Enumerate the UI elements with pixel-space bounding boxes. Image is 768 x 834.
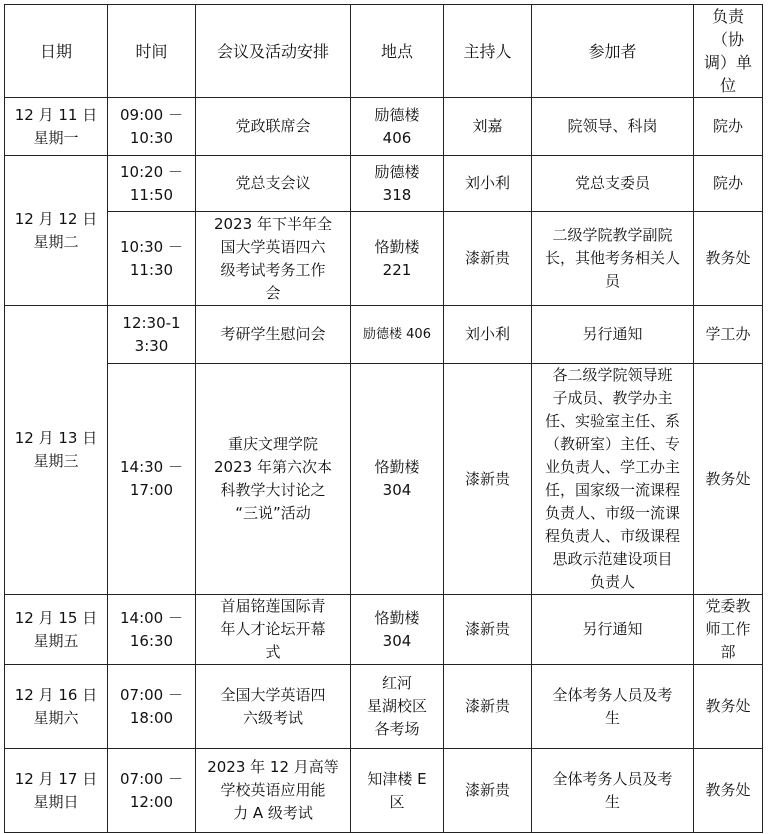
- host-cell: 漆新贵: [444, 364, 532, 595]
- host-cell: 漆新贵: [444, 665, 532, 749]
- time-cell: 14:30 － 17:00: [108, 364, 196, 595]
- host-cell: 刘嘉: [444, 98, 532, 156]
- header-row: [5, 5, 763, 98]
- header-date: 日期: [5, 5, 108, 98]
- time-cell: 07:00 － 12:00: [108, 749, 196, 833]
- participants-cell: 另行通知: [532, 306, 694, 364]
- location-cell: 励德楼 406: [351, 98, 444, 156]
- participants-cell: 党总支委员: [532, 156, 694, 212]
- date-cell: 12 月 12 日 星期二: [5, 156, 108, 306]
- unit-cell: 党委教 师工作 部: [694, 595, 763, 665]
- table-row: [5, 595, 763, 665]
- header-host: 主持人: [444, 5, 532, 98]
- time-cell: 07:00 － 18:00: [108, 665, 196, 749]
- location-cell: 恪勤楼 304: [351, 364, 444, 595]
- activity-cell: 党政联席会: [196, 98, 351, 156]
- location-cell: 知津楼 E 区: [351, 749, 444, 833]
- location-cell: 励德楼 318: [351, 156, 444, 212]
- unit-cell: 教务处: [694, 212, 763, 306]
- activity-cell: 2023 年下半年全 国大学英语四六 级考试考务工作 会: [196, 212, 351, 306]
- unit-cell: 教务处: [694, 364, 763, 595]
- date-cell: 12 月 13 日 星期三: [5, 306, 108, 595]
- participants-cell: 全体考务人员及考 生: [532, 749, 694, 833]
- participants-cell: 全体考务人员及考 生: [532, 665, 694, 749]
- host-cell: 刘小利: [444, 156, 532, 212]
- date-cell: 12 月 15 日 星期五: [5, 595, 108, 665]
- table-row: [5, 364, 763, 595]
- header-activity: 会议及活动安排: [196, 5, 351, 98]
- location-cell: 恪勤楼 221: [351, 212, 444, 306]
- participants-cell: 另行通知: [532, 595, 694, 665]
- participants-cell: 院领导、科岗: [532, 98, 694, 156]
- unit-cell: 院办: [694, 98, 763, 156]
- table-row: [5, 306, 763, 364]
- unit-cell: 教务处: [694, 665, 763, 749]
- table-row: [5, 212, 763, 306]
- participants-cell: 各二级学院领导班 子成员、教学办主 任、实验室主任、系 （教研室）主任、专 业负责人、学工办主 任，国家级一流课程 负责人、市级一流课 程负责人、市级课程 思政示范建设项目 负责人: [532, 364, 694, 595]
- host-cell: 漆新贵: [444, 212, 532, 306]
- table-row: [5, 749, 763, 833]
- participants-cell: 二级学院教学副院 长，其他考务相关人 员: [532, 212, 694, 306]
- date-cell: 12 月 17 日 星期日: [5, 749, 108, 833]
- time-cell: 10:30 － 11:30: [108, 212, 196, 306]
- time-cell: 10:20 － 11:50: [108, 156, 196, 212]
- host-cell: 刘小利: [444, 306, 532, 364]
- activity-cell: 首届铭莲国际青 年人才论坛开幕 式: [196, 595, 351, 665]
- time-cell: 12:30-1 3:30: [108, 306, 196, 364]
- location-cell: 励德楼 406: [351, 306, 444, 364]
- host-cell: 漆新贵: [444, 749, 532, 833]
- unit-cell: 学工办: [694, 306, 763, 364]
- date-cell: 12 月 16 日 星期六: [5, 665, 108, 749]
- location-cell: 恪勤楼 304: [351, 595, 444, 665]
- header-location: 地点: [351, 5, 444, 98]
- activity-cell: 重庆文理学院 2023 年第六次本 科教学大讨论之 “三说”活动: [196, 364, 351, 595]
- header-time: 时间: [108, 5, 196, 98]
- activity-cell: 全国大学英语四 六级考试: [196, 665, 351, 749]
- header-participants: 参加者: [532, 5, 694, 98]
- host-cell: 漆新贵: [444, 595, 532, 665]
- time-cell: 14:00 － 16:30: [108, 595, 196, 665]
- table-row: [5, 156, 763, 212]
- date-cell: 12 月 11 日 星期一: [5, 98, 108, 156]
- header-unit: 负责 （协 调）单 位: [694, 5, 763, 98]
- table-row: [5, 665, 763, 749]
- activity-cell: 党总支会议: [196, 156, 351, 212]
- location-cell: 红河 星湖校区 各考场: [351, 665, 444, 749]
- schedule-table: [4, 4, 763, 833]
- unit-cell: 院办: [694, 156, 763, 212]
- activity-cell: 考研学生慰问会: [196, 306, 351, 364]
- activity-cell: 2023 年 12 月高等 学校英语应用能 力 A 级考试: [196, 749, 351, 833]
- table-row: [5, 98, 763, 156]
- unit-cell: 教务处: [694, 749, 763, 833]
- time-cell: 09:00 － 10:30: [108, 98, 196, 156]
